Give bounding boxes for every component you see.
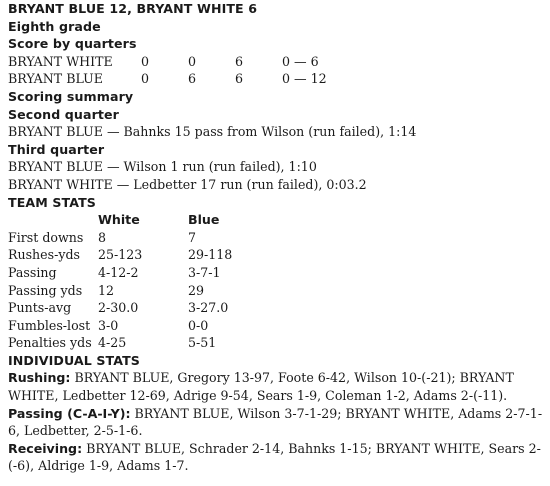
stat-label: Passing yds [8, 282, 83, 298]
third-quarter-heading: Third quarter [8, 141, 105, 157]
receiving-label: Receiving: [8, 440, 83, 456]
blue-stat: 0-0 [188, 317, 209, 333]
q2-score: 6 [188, 71, 197, 87]
stat-label: Fumbles-lost [8, 317, 91, 333]
stat-label: First downs [8, 229, 84, 245]
blue-stat: 7 [188, 229, 197, 245]
game-headline: BRYANT BLUE 12, BRYANT WHITE 6 [8, 1, 258, 16]
team-name: BRYANT WHITE [8, 53, 113, 69]
blue-stat: 3-27.0 [188, 300, 229, 316]
q4-final-score: 0 — 6 [282, 53, 319, 69]
passing-text: BRYANT BLUE, Wilson 3-7-1-29; BRYANT WHITE, Adams 2-7-1-6, Ledbetter, 2-5-1-6. [8, 405, 543, 439]
scoring-summary-heading: Scoring summary [8, 88, 134, 104]
q2-score: 0 [188, 53, 197, 69]
rushing-stats [8, 369, 544, 404]
rushing-label: Rushing: [8, 370, 71, 386]
stat-label: Passing [8, 264, 57, 280]
q4-final-score: 0 — 12 [282, 71, 327, 87]
score-by-quarters-heading: Score by quarters [8, 36, 137, 52]
blue-stat: 29-118 [188, 247, 233, 263]
team-stat-row [8, 229, 550, 247]
stat-label: Punts-avg [8, 300, 72, 316]
white-stat: 4-25 [98, 335, 127, 351]
individual-stats-heading: INDIVIDUAL STATS [8, 352, 140, 368]
team-stat-row [8, 299, 550, 317]
white-stat: 4-12-2 [98, 264, 139, 280]
white-stat: 25-123 [98, 247, 143, 263]
scoring-play: BRYANT WHITE — Ledbetter 17 run (run failed), 0:03.2 [8, 176, 367, 192]
blue-column-header: Blue [188, 212, 220, 228]
stat-label-spacer [8, 211, 98, 229]
q1-score: 0 [141, 71, 150, 87]
stat-label: Penalties yds [8, 335, 92, 351]
rushing-text: BRYANT BLUE, Gregory 13-97, Foote 6-42, Wilson 10-(-21); BRYANT WHITE, Ledbetter 12-69, Adrige 9-54, Sears 1-9, Coleman 1-2, Adams 2-(-11). [8, 370, 514, 404]
quarter-score-row-blue [8, 70, 550, 88]
team-stat-row [8, 246, 550, 264]
team-stat-row [8, 282, 550, 300]
white-stat: 2-30.0 [98, 300, 139, 316]
blue-stat: 29 [188, 282, 205, 298]
passing-label: Passing (C-A-I-Y): [8, 405, 131, 421]
team-stats-heading: TEAM STATS [8, 194, 96, 210]
quarter-score-row-white [8, 53, 550, 71]
q1-score: 0 [141, 53, 150, 69]
white-stat: 8 [98, 229, 107, 245]
receiving-stats [8, 440, 544, 475]
team-stats-column-headers [8, 211, 550, 229]
grade-heading: Eighth grade [8, 18, 101, 34]
team-stat-row [8, 264, 550, 282]
stat-label: Rushes-yds [8, 247, 80, 263]
white-stat: 12 [98, 282, 115, 298]
second-quarter-heading: Second quarter [8, 106, 119, 122]
q3-score: 6 [235, 53, 244, 69]
white-column-header: White [98, 212, 140, 228]
blue-stat: 5-51 [188, 335, 217, 351]
team-stat-row [8, 317, 550, 335]
scoring-play: BRYANT BLUE — Wilson 1 run (run failed), 1:10 [8, 159, 317, 175]
blue-stat: 3-7-1 [188, 264, 221, 280]
white-stat: 3-0 [98, 317, 119, 333]
q3-score: 6 [235, 71, 244, 87]
scoring-play: BRYANT BLUE — Bahnks 15 pass from Wilson (run failed), 1:14 [8, 124, 417, 140]
passing-stats [8, 405, 544, 440]
team-name: BRYANT BLUE [8, 71, 103, 87]
receiving-text: BRYANT BLUE, Schrader 2-14, Bahnks 1-15; BRYANT WHITE, Sears 2-(-6), Aldrige 1-9, Adams 1-7. [8, 440, 541, 474]
team-stat-row [8, 334, 550, 352]
